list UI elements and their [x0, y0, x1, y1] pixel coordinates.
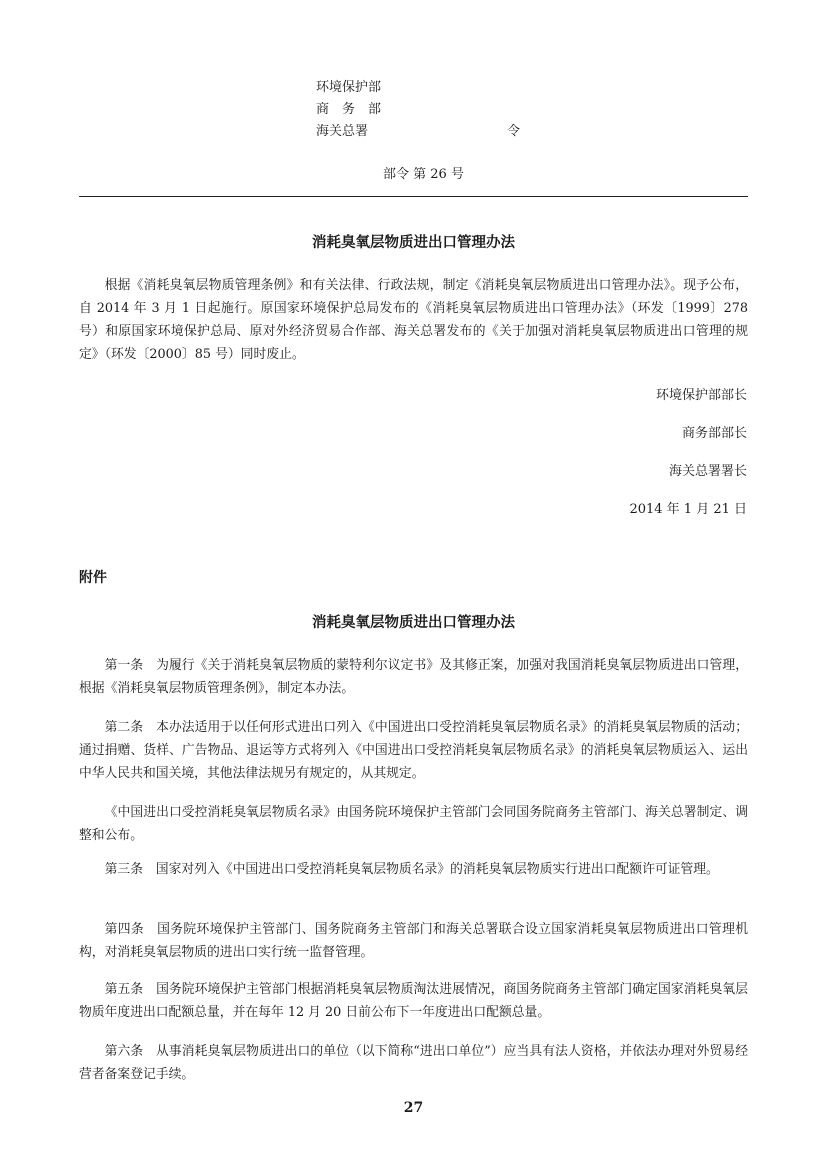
order-char: 令: [507, 124, 521, 139]
preface-title: 消耗臭氧层物质进出口管理办法: [312, 234, 515, 251]
issuer-commerce: 商 务 部: [316, 102, 382, 117]
header-divider: [79, 196, 748, 197]
signature-commerce-minister: 商务部部长: [681, 426, 747, 441]
preface-body: 根据《消耗臭氧层物质管理条例》和有关法律、行政法规，制定《消耗臭氧层物质进出口管理办法》。现予公布，自 2014 年 3 月 1 日起施行。原国家环境保护总局发布的《消耗臭氧层物质进出口管理办法》（环发〔1999〕278 号）和原国家环境保护总局、原对外经济贸易合作部、海关总署发布的《关于加强对消耗臭氧层物质进出口管理的规定》（环发〔2000〕85 号）同时废止。: [79, 278, 748, 362]
order-number: 部令 第 26 号: [383, 167, 464, 182]
page-number: 27: [403, 1100, 424, 1116]
article-4: 第四条 国务院环境保护主管部门、国务院商务主管部门和海关总署联合设立国家消耗臭氧层物质进出口管理机构，对消耗臭氧层物质的进出口实行统一监督管理。: [79, 922, 748, 960]
issuing-authorities: [316, 77, 576, 143]
article-2-catalog: 《中国进出口受控消耗臭氧层物质名录》由国务院环境保护主管部门会同国务院商务主管部门、海关总署制定、调整和公布。: [79, 805, 748, 843]
article-2: 第二条 本办法适用于以任何形式进出口列入《中国进出口受控消耗臭氧层物质名录》的消耗臭氧层物质的活动；通过捐赠、货样、广告物品、退运等方式将列入《中国进出口受控消耗臭氧层物质名录》的消耗臭氧层物质运入、运出中华人民共和国关境，其他法律法规另有规定的，从其规定。: [79, 720, 748, 781]
article-5: 第五条 国务院环境保护主管部门根据消耗臭氧层物质淘汰进展情况，商国务院商务主管部门确定国家消耗臭氧层物质年度进出口配额总量，并在每年 12 月 20 日前公布下一年度进出口配额总量。: [79, 982, 748, 1020]
signature-customs-director: 海关总署署长: [668, 464, 747, 479]
signature-env-minister: 环境保护部部长: [655, 388, 747, 403]
annex-label: 附件: [79, 570, 107, 586]
article-1: 第一条 为履行《关于消耗臭氧层物质的蒙特利尔议定书》及其修正案，加强对我国消耗臭氧层物质进出口管理，根据《消耗臭氧层物质管理条例》，制定本办法。: [79, 658, 748, 696]
signature-date: 2014 年 1 月 21 日: [629, 502, 747, 517]
article-6: 第六条 从事消耗臭氧层物质进出口的单位（以下简称“进出口单位”）应当具有法人资格，并依法办理对外贸易经营者备案登记手续。: [79, 1044, 748, 1082]
article-3: 第三条 国家对列入《中国进出口受控消耗臭氧层物质名录》的消耗臭氧层物质实行进出口配额许可证管理。: [104, 862, 719, 877]
issuer-customs: 海关总署: [316, 124, 369, 139]
issuer-env: 环境保护部: [316, 80, 382, 95]
annex-title: 消耗臭氧层物质进出口管理办法: [312, 614, 515, 631]
